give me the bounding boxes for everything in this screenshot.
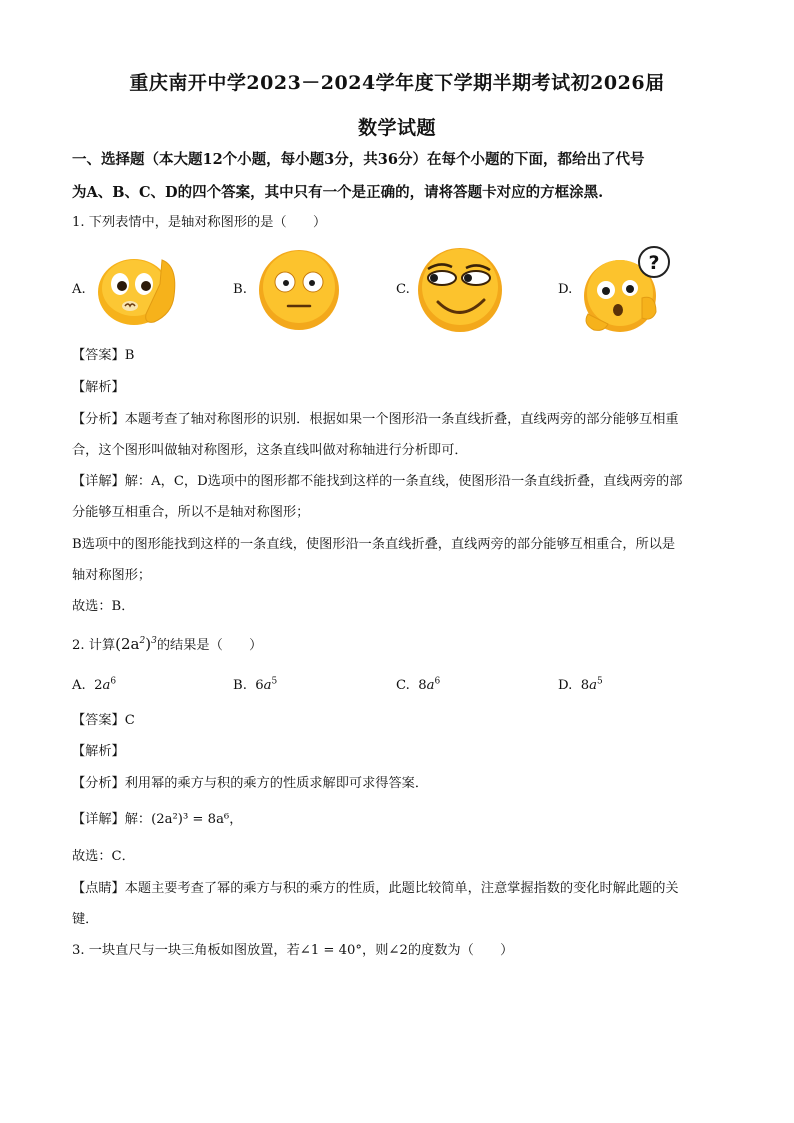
- q1-option-b-label: B.: [233, 282, 247, 297]
- q2-analysis-heading: 【解析】: [72, 744, 125, 759]
- q2-choice: 故选：C．: [72, 849, 135, 864]
- q2-stem-expr-outer-exp: 3: [151, 636, 157, 646]
- q1-option-c-label: C.: [396, 282, 410, 297]
- confused-face-with-question-icon: [580, 244, 676, 336]
- q2-option-a-label: A.: [72, 678, 86, 693]
- q2-dianjing-line-1: 【点睛】本题主要考查了幂的乘方与积的乘方的性质，此题比较简单，注意掌握指数的变化时解此题的关: [72, 881, 679, 896]
- q2-option-c-var: a: [426, 678, 435, 693]
- q2-stem-expr-inner-exp: 2: [139, 636, 146, 646]
- q1-stem: 1. 下列表情中，是轴对称图形的是（ ）: [72, 215, 327, 230]
- q1-fenxi-line-2: 合，这个图形叫做轴对称图形，这条直线叫做对称轴进行分析即可．: [72, 443, 468, 458]
- q2-xiangjie-prefix: 【详解】解：: [72, 812, 152, 827]
- q2-xiangjie-expression: (2a²)³ = 8a⁶: [151, 812, 230, 827]
- q2-stem-expr-close: ): [145, 635, 152, 653]
- q1-xiangjie-line-4: 轴对称图形；: [72, 568, 152, 583]
- q1-xiangjie-line-1: 【详解】解：A，C，D选项中的图形都不能找到这样的一条直线，使图形沿一条直线折叠，直线两旁的部: [72, 474, 683, 489]
- q2-option-d-exp: 5: [596, 676, 603, 687]
- q1-xiangjie-line-3: B选项中的图形能找到这样的一条直线，使图形沿一条直线折叠，直线两旁的部分能够互相重合，所以是: [72, 537, 676, 552]
- q2-option-a-var: a: [102, 678, 111, 693]
- q2-stem-expression: [115, 635, 157, 653]
- q2-option-b-coef: 6: [255, 678, 264, 693]
- document-title: 重庆南开中学2023－2024学年度下学期半期考试初2026届: [129, 72, 665, 94]
- q1-choice: 故选：B．: [72, 599, 135, 614]
- q2-dianjing-line-2: 键．: [72, 912, 99, 927]
- document-subtitle: 数学试题: [357, 117, 436, 139]
- q1-analysis-heading: 【解析】: [72, 380, 125, 395]
- q2-option-d-label: D.: [558, 678, 573, 693]
- q2-option-d: [558, 676, 603, 696]
- q2-option-a: [72, 676, 116, 696]
- q2-option-a-coef: 2: [94, 678, 103, 693]
- q1-option-d-label: D.: [558, 282, 573, 297]
- q2-option-d-coef: 8: [580, 678, 590, 693]
- q2-xiangjie-suffix: ，: [229, 812, 243, 827]
- q2-option-b-label: B.: [233, 678, 247, 693]
- q2-stem: [72, 634, 732, 656]
- q2-option-b-exp: 5: [271, 676, 278, 687]
- q2-option-c-exp: 6: [434, 676, 441, 687]
- smirking-face-icon: [414, 246, 506, 334]
- q1-answer: 【答案】B: [72, 348, 135, 363]
- q2-option-b-var: a: [263, 678, 272, 693]
- q2-fenxi: 【分析】利用幂的乘方与积的乘方的性质求解即可求得答案．: [72, 776, 429, 791]
- q3-stem: 3. 一块直尺与一块三角板如图放置，若∠1 = 40°，则∠2的度数为（ ）: [72, 943, 514, 958]
- svg-text:?: ?: [648, 252, 660, 274]
- q1-fenxi-line-1: 【分析】本题考查了轴对称图形的识别．根据如果一个图形沿一条直线折叠，直线两旁的部分能够互相重: [72, 412, 679, 427]
- q1-xiangjie-line-2: 分能够互相重合，所以不是轴对称图形；: [72, 505, 310, 520]
- thinking-face-with-hand-icon: [92, 250, 188, 330]
- q2-answer: 【答案】C: [72, 713, 135, 728]
- q2-option-c-coef: 8: [418, 678, 427, 693]
- q2-stem-suffix: 的结果是（ ）: [156, 638, 263, 653]
- q2-option-c: [396, 676, 440, 696]
- q2-option-b: [233, 676, 277, 696]
- q2-option-d-var: a: [589, 678, 597, 693]
- q2-stem-expr-base: (2a: [115, 635, 140, 653]
- section-intro-line-1: 一、选择题（本大题12个小题，每小题3分，共36分）在每个小题的下面，都给出了代号: [72, 151, 645, 168]
- q2-option-c-label: C.: [396, 678, 410, 693]
- q2-stem-prefix: 2. 计算: [72, 638, 116, 653]
- section-intro-line-2: 为A、B、C、D的四个答案，其中只有一个是正确的，请将答题卡对应的方框涂黑.: [72, 184, 604, 201]
- q1-option-a-label: A.: [72, 282, 86, 297]
- neutral-face-icon: [256, 248, 342, 332]
- q2-xiangjie: [72, 810, 732, 830]
- q2-option-a-exp: 6: [110, 676, 117, 687]
